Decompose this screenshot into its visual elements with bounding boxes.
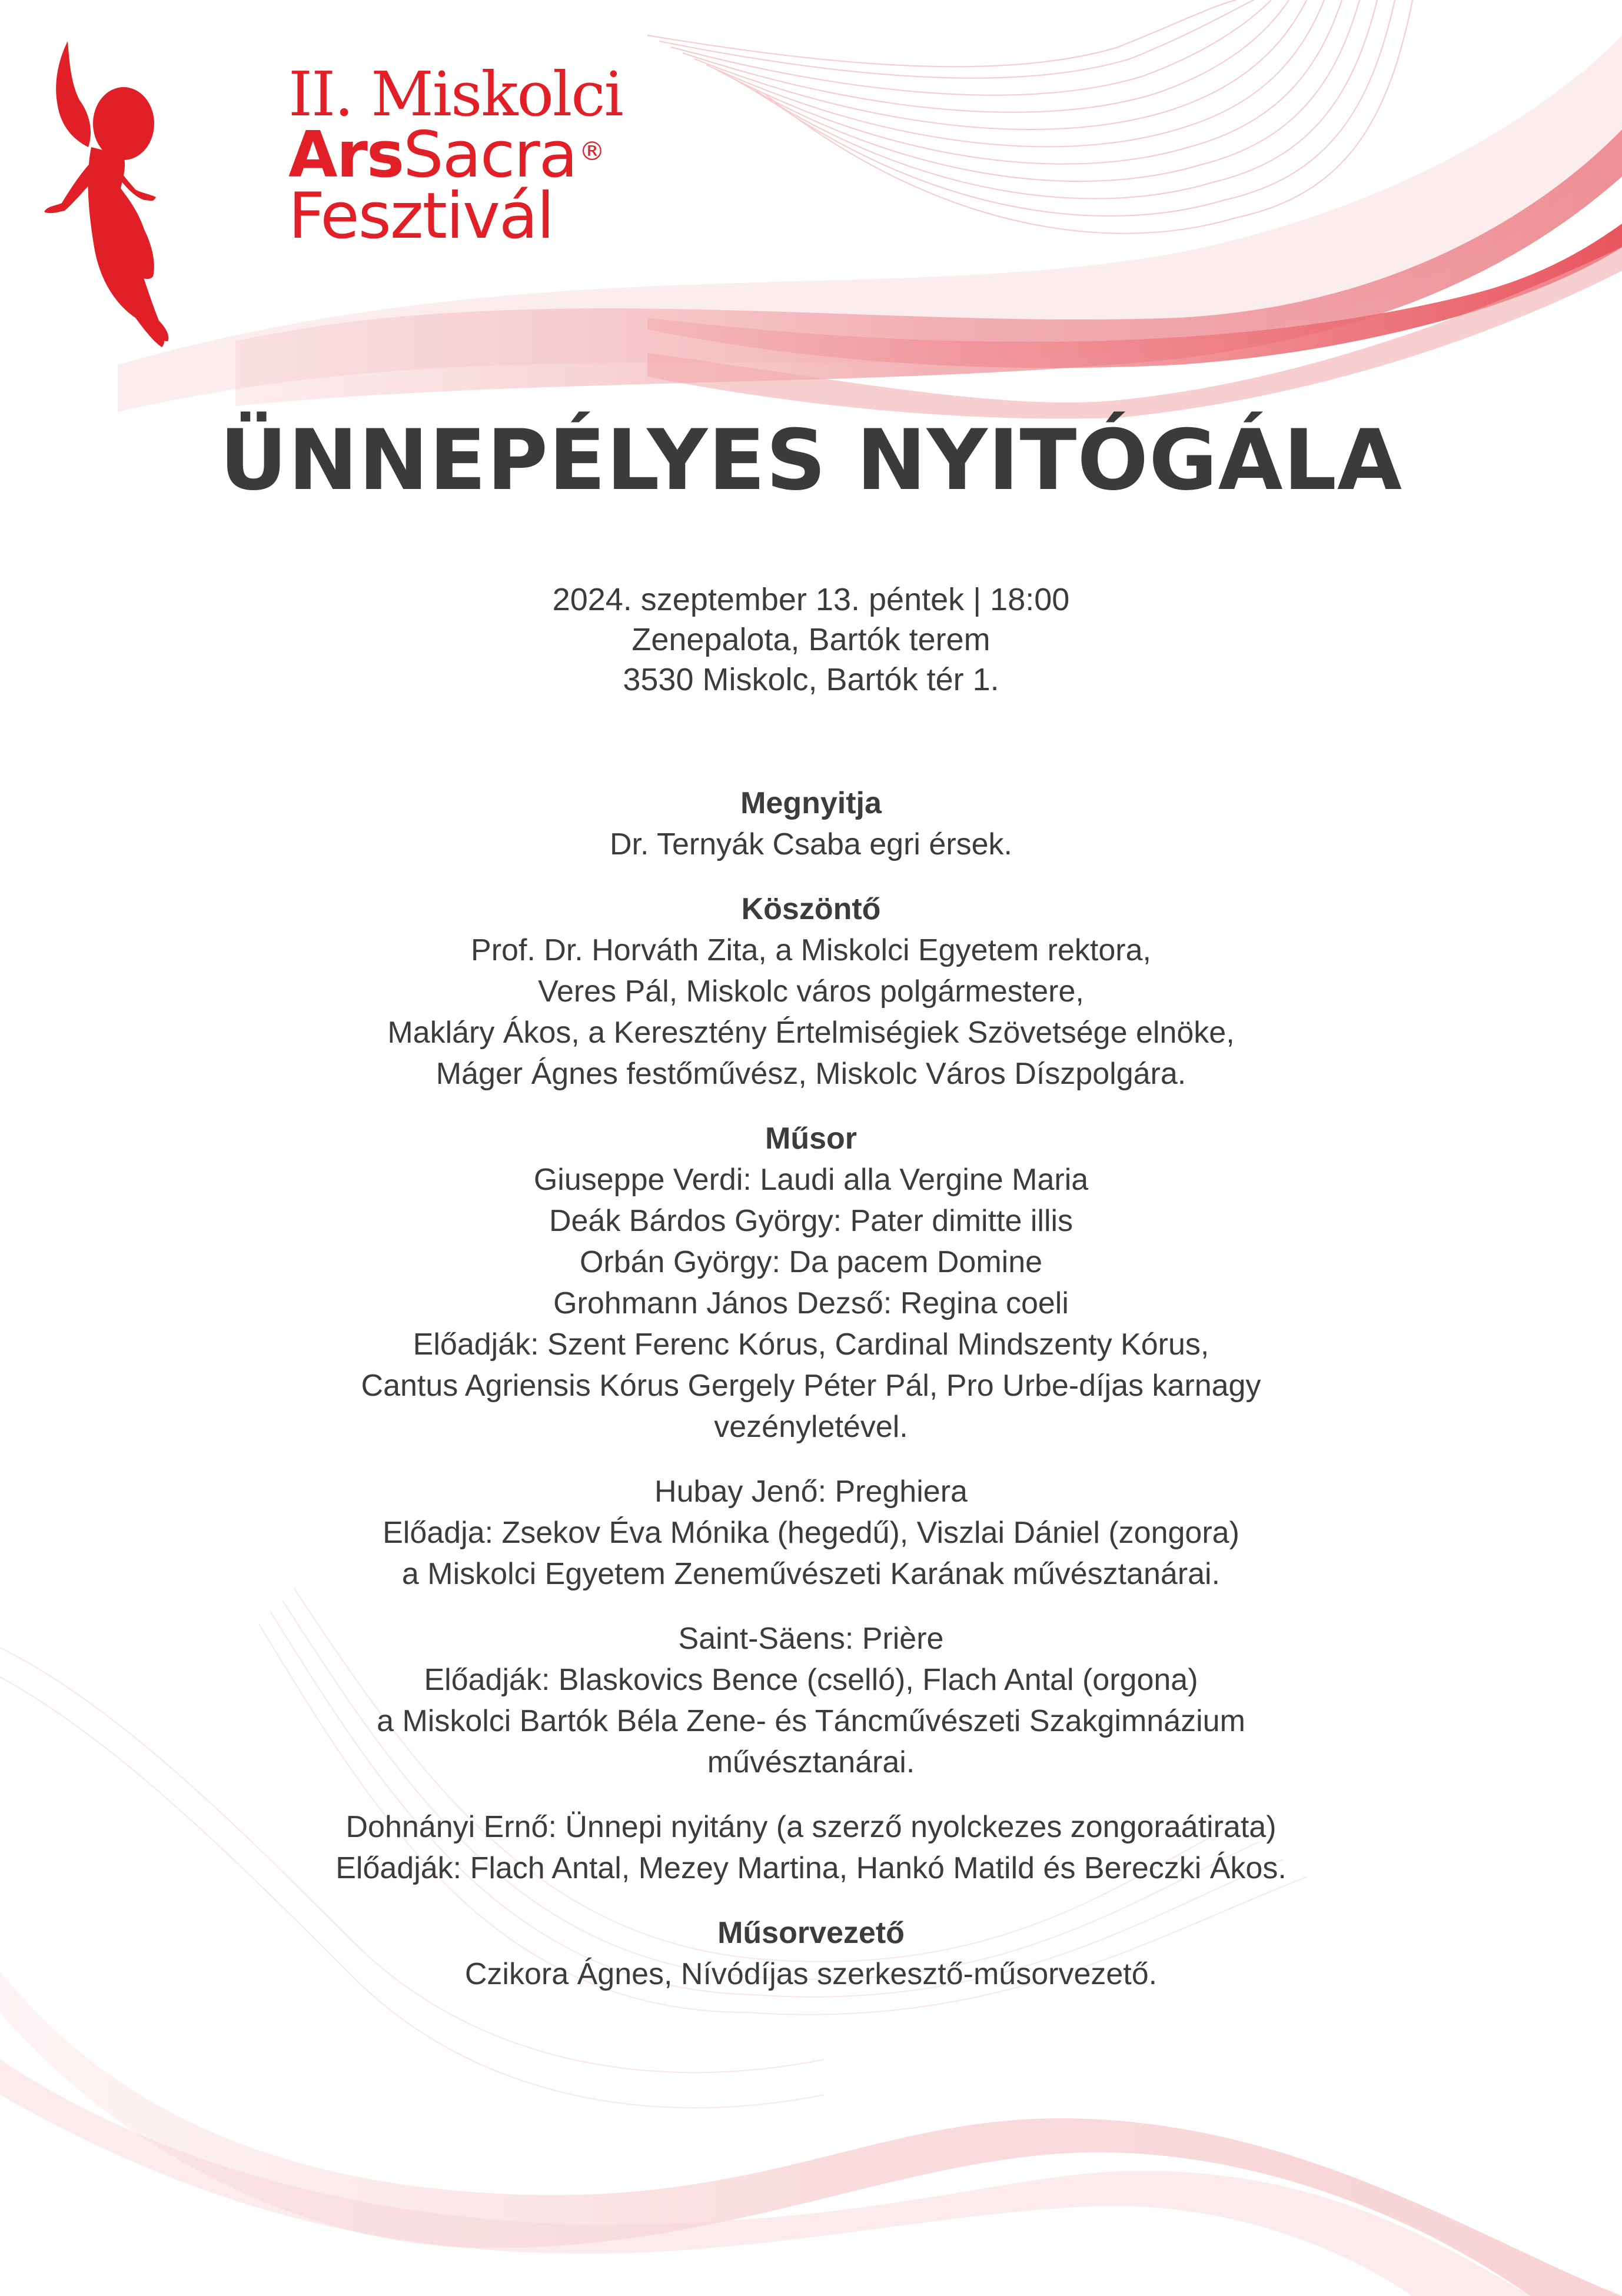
program-line: Grohmann János Dezső: Regina coeli (553, 1286, 1069, 1320)
logo-line-2 (288, 118, 623, 192)
logo-ars: Ars (288, 118, 404, 192)
program-line: Előadják: Szent Ferenc Kórus, Cardinal Mindszenty Kórus, (413, 1327, 1209, 1362)
greeting-line: Máger Ágnes festőművész, Miskolc Város Díszpolgára. (436, 1057, 1186, 1091)
program-line: Előadják: Blaskovics Bence (cselló), Flach Antal (orgona) (424, 1663, 1198, 1697)
event-datetime: 2024. szeptember 13. péntek | 18:00 (552, 582, 1070, 617)
cherub-logo-icon (35, 35, 271, 377)
greeting-line: Makláry Ákos, a Keresztény Értelmiségiek Szövetsége elnöke, (387, 1016, 1235, 1050)
program-line: Előadják: Flach Antal, Mezey Martina, Hankó Matild és Bereczki Ákos. (335, 1851, 1287, 1885)
festival-wordmark (288, 58, 623, 253)
program-line: Deák Bárdos György: Pater dimitte illis (549, 1204, 1073, 1238)
program-line: Dohnányi Ernő: Ünnepi nyitány (a szerző nyolckezes zongoraátirata) (345, 1810, 1277, 1844)
greeting-line: Veres Pál, Miskolc város polgármestere, (538, 974, 1084, 1009)
host-line: Czikora Ágnes, Nívódíjas szerkesztő-műsorvezető. (464, 1957, 1158, 1991)
program-line: Előadja: Zsekov Éva Mónika (hegedű), Viszlai Dániel (zongora) (383, 1516, 1239, 1550)
event-address: 3530 Miskolc, Bartók tér 1. (623, 662, 999, 697)
section-heading-host: Műsorvezető (717, 1916, 905, 1950)
opening-line: Dr. Ternyák Csaba egri érsek. (610, 827, 1012, 861)
event-info (0, 580, 1622, 700)
section-heading-opening: Megnyitja (740, 786, 882, 820)
program-line: művésztanárai. (707, 1745, 915, 1779)
program-line: Orbán György: Da pacem Domine (579, 1245, 1043, 1279)
program-line: Saint-Säens: Prière (678, 1622, 944, 1656)
program-line: a Miskolci Bartók Béla Zene- és Táncművészeti Szakgimnázium (377, 1704, 1245, 1738)
program-line: Giuseppe Verdi: Laudi alla Vergine Maria (533, 1163, 1089, 1197)
program-content (0, 783, 1622, 1995)
event-venue: Zenepalota, Bartók terem (631, 622, 991, 657)
section-heading-greeting: Köszöntő (741, 892, 881, 926)
logo-line-1: II. Miskolci (288, 58, 623, 130)
wave-lines-top (647, 0, 1412, 234)
logo-sacra: Sacra (403, 118, 577, 192)
program-line: a Miskolci Egyetem Zeneművészeti Karának művésztanárai. (401, 1557, 1221, 1591)
program-line: Cantus Agriensis Kórus Gergely Péter Pál, Pro Urbe-díjas karnagy (361, 1369, 1261, 1403)
program-line: Hubay Jenő: Preghiera (654, 1475, 968, 1509)
registered-mark: ® (579, 137, 604, 167)
logo-line-3: Fesztivál (288, 179, 554, 253)
greeting-line: Prof. Dr. Horváth Zita, a Miskolci Egyetem rektora, (471, 933, 1151, 967)
page-title: ÜNNEPÉLYES NYITÓGÁLA (220, 412, 1402, 509)
section-heading-program: Műsor (765, 1122, 857, 1156)
program-line: vezényletével. (714, 1410, 908, 1444)
